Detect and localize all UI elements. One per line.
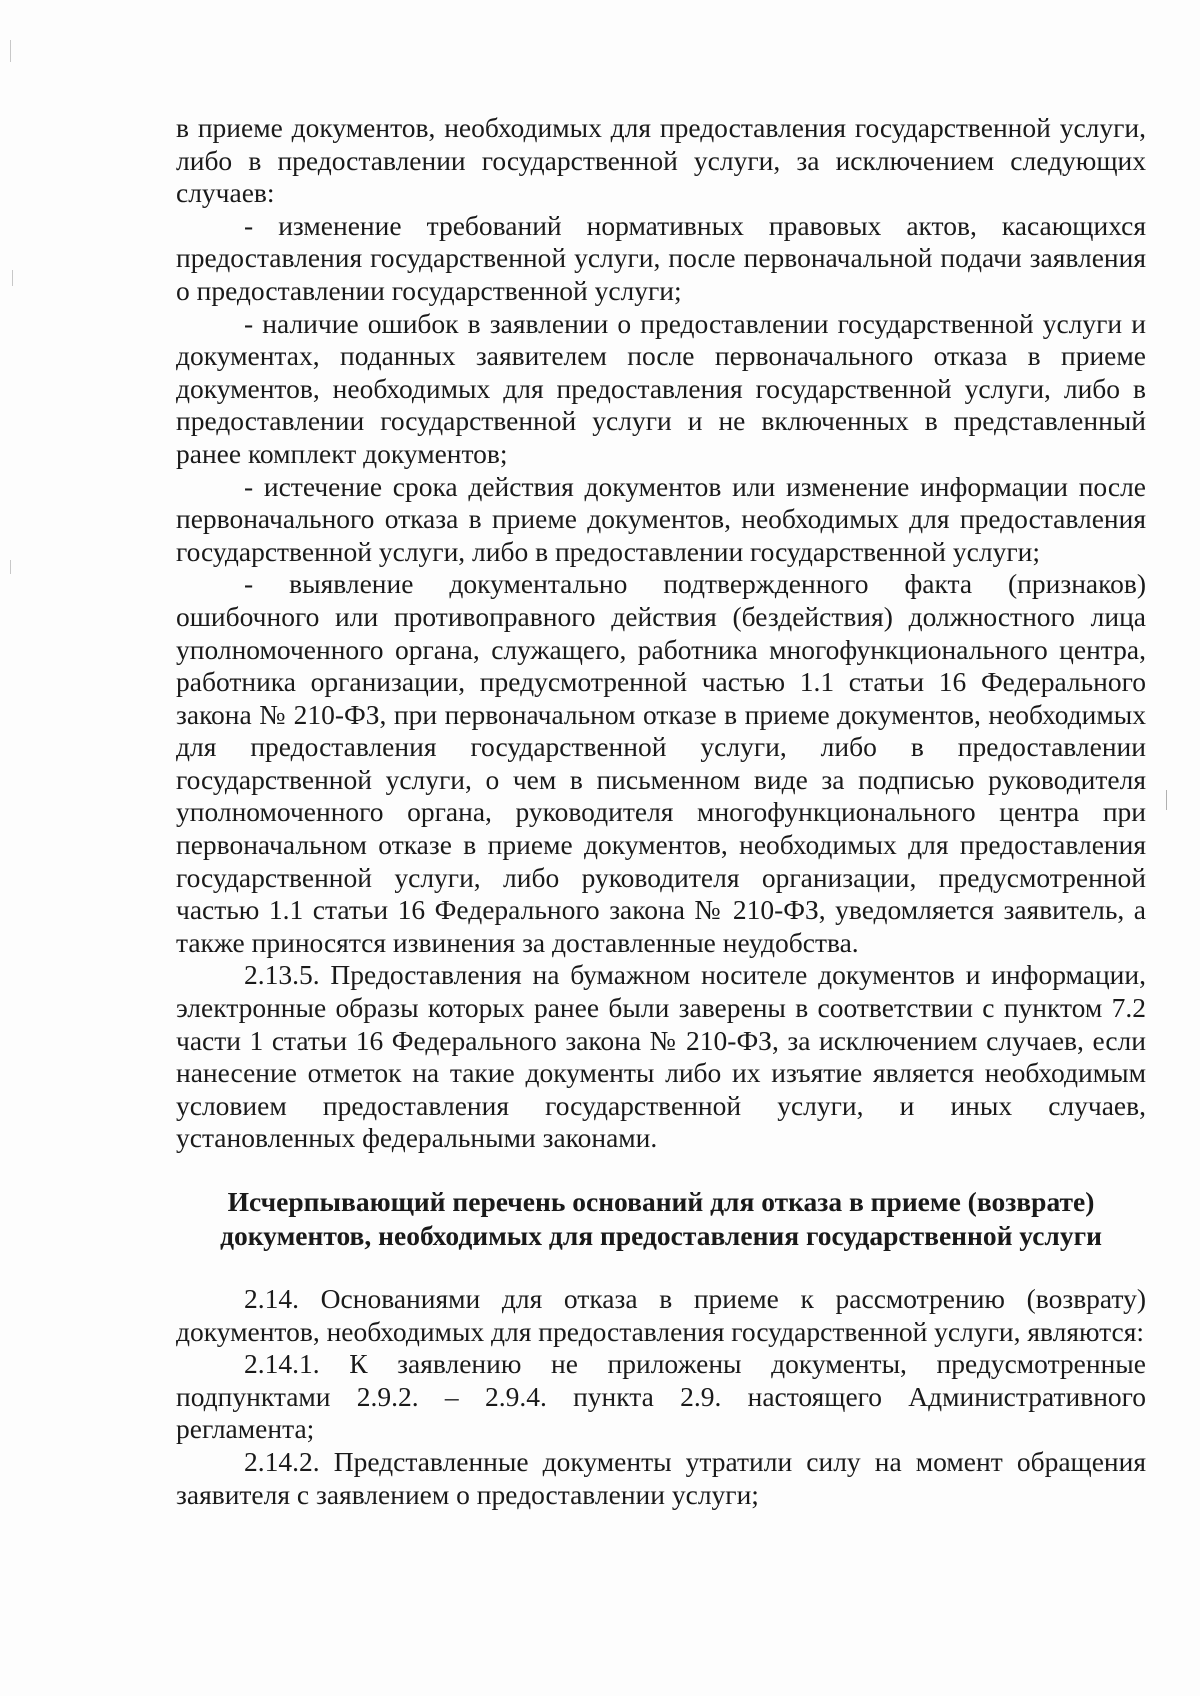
paragraph: 2.14.2. Представленные документы утратили силу на момент обращения заявителя с заявлением о предоставлении услуги; <box>176 1445 1146 1510</box>
document-body <box>176 112 1146 1511</box>
scan-margin-mark-left <box>10 40 11 62</box>
paragraph: в приеме документов, необходимых для предоставления государственной услуги, либо в предоставлении государственной услуги, за исключением следующих случаев: <box>176 112 1146 209</box>
list-item: - изменение требований нормативных правовых актов, касающихся предоставления государственной услуги, после первоначальной подачи заявления о предоставлении государственной услуги; <box>176 209 1146 306</box>
section-heading-line: документов, необходимых для предоставления государственной услуги <box>220 1220 1102 1251</box>
scan-margin-mark-left <box>12 270 13 286</box>
list-item: - выявление документально подтвержденного факта (признаков) ошибочного или противоправного действия (бездействия) должностного лица уполномоченного органа, служащего, работника многофункционального центра, работника организации, предусмотренной частью 1.1 статьи 16 Федерального закона № 210-ФЗ, при первоначальном отказе в приеме документов, необходимых для предоставления государственной услуги, либо в предоставлении государственной услуги, о чем в письменном виде за подписью руководителя уполномоченного органа, руководителя многофункционального центра при первоначальном отказе в приеме документов, необходимых для предоставления государственной услуги, либо руководителя организации, предусмотренной частью 1.1 статьи 16 Федерального закона № 210-ФЗ, уведомляется заявитель, а также приносятся извинения за доставленные неудобства. <box>176 568 1146 958</box>
paragraph: 2.14. Основаниями для отказа в приеме к рассмотрению (возврату) документов, необходимых для предоставления государственной услуги, являются: <box>176 1283 1146 1347</box>
list-item: - наличие ошибок в заявлении о предоставлении государственной услуги и документах, поданных заявителем после первоначального отказа в приеме документов, необходимых для предоставления государственной услуги, либо в предоставлении государственной услуги и не включенных в представленный ранее комплект документов; <box>176 307 1146 469</box>
scan-margin-mark-left <box>10 560 11 574</box>
section-heading <box>176 1185 1146 1253</box>
paragraph: 2.13.5. Предоставления на бумажном носителе документов и информации, электронные образы которых ранее были заверены в соответствии с пунктом 7.2 части 1 статьи 16 Федерального закона № 210-ФЗ, за исключением случаев, если нанесение отметок на такие документы либо их изъятие является необходимым условием предоставления государственной услуги, и иных случаев, установленных федеральными законами. <box>176 959 1146 1154</box>
scan-margin-mark-right <box>1166 790 1167 810</box>
section-heading-line: Исчерпывающий перечень оснований для отказа в приеме (возврате) <box>227 1186 1095 1217</box>
paragraph: 2.14.1. К заявлению не приложены документы, предусмотренные подпунктами 2.9.2. – 2.9.4. пункта 2.9. настоящего Административного регламента; <box>176 1348 1146 1445</box>
list-item: - истечение срока действия документов или изменение информации после первоначального отказа в приеме документов, необходимых для предоставления государственной услуги, либо в предоставлении государственной услуги; <box>176 470 1146 567</box>
